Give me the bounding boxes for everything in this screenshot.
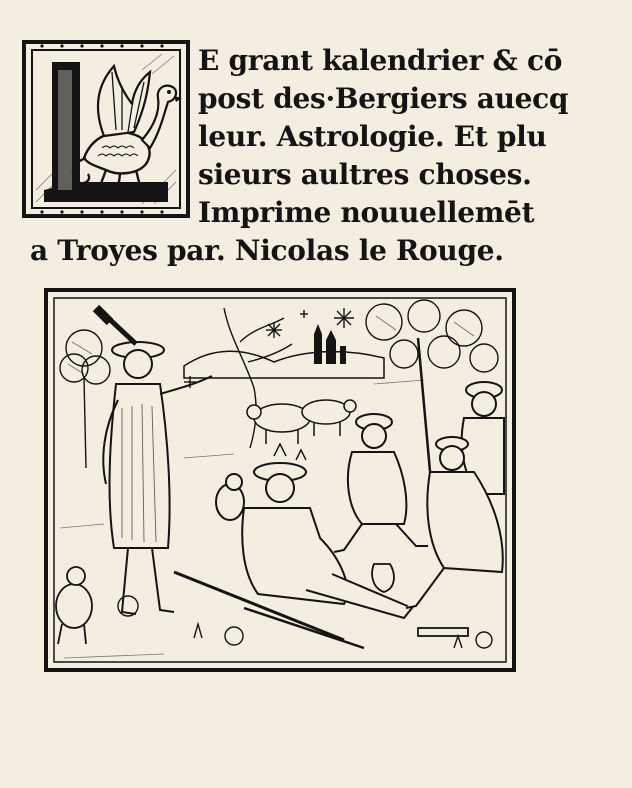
shepherds-woodcut-icon bbox=[44, 288, 516, 672]
title-line-1: E grant kalendrier & cō bbox=[198, 44, 563, 77]
title-line-6: a Troyes par. Nicolas le Rouge. bbox=[30, 234, 504, 267]
title-line-2: post des·Bergiers auecq bbox=[198, 82, 569, 115]
dragon-initial-L-icon bbox=[22, 40, 190, 218]
title-line-5: Imprime nouuellemēt bbox=[198, 196, 535, 229]
title-line-3: leur. Astrologie. Et plu bbox=[198, 120, 547, 153]
title-line-4: sieurs aultres choses. bbox=[198, 158, 532, 191]
